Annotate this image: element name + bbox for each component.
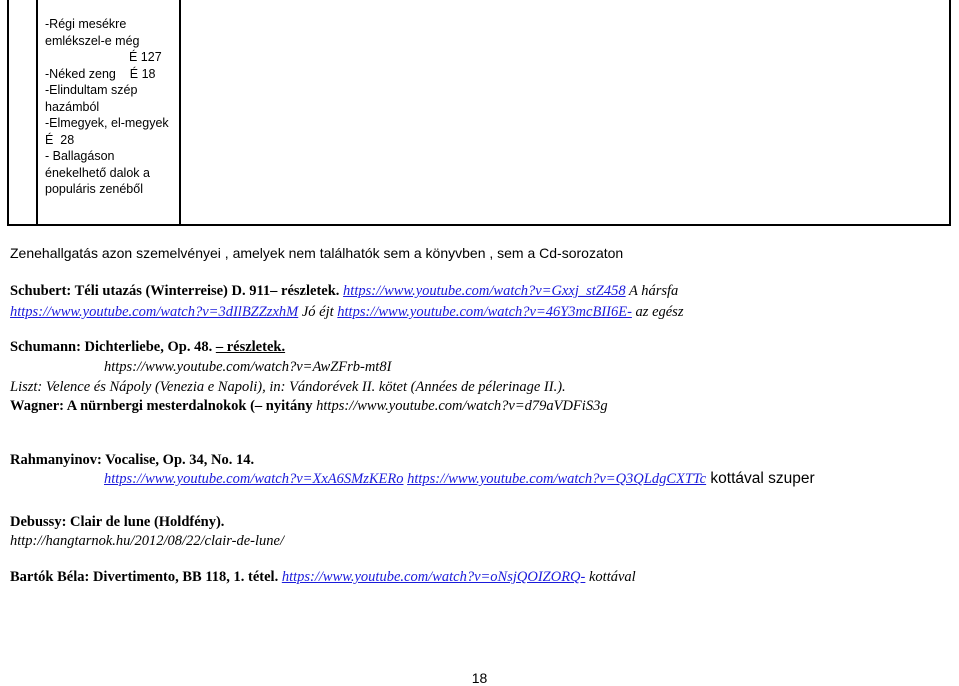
- bartok-title: Bartók Béla: Divertimento, BB 118, 1. tétel.: [10, 569, 282, 585]
- table-divider-1: [36, 0, 38, 225]
- rahmanyinov-links: [104, 470, 815, 488]
- table-border-left: [7, 0, 9, 225]
- table-border-right: [949, 0, 951, 225]
- song-list-line: -Régi mesékre: [45, 17, 127, 31]
- song-list-line: É 127: [129, 50, 162, 64]
- schubert-link-3[interactable]: https://www.youtube.com/watch?v=46Y3mcBII6E-: [337, 304, 632, 320]
- song-table: [7, 0, 951, 225]
- schubert-label-2: Jó éjt: [298, 304, 338, 320]
- wagner-line: [10, 397, 608, 415]
- rahmanyinov-title: Rahmanyinov: Vocalise, Op. 34, No. 14.: [10, 452, 255, 468]
- bartok-line: [10, 568, 636, 586]
- song-list-line: hazámból: [45, 99, 100, 114]
- rahmanyinov-link-1[interactable]: https://www.youtube.com/watch?v=XxA6SMzKERo: [104, 471, 404, 487]
- schubert-line: [10, 282, 678, 300]
- bartok-link[interactable]: https://www.youtube.com/watch?v=oNsjQOIZORQ-: [281, 569, 586, 585]
- page-number: 18: [471, 670, 488, 686]
- debussy-title: Debussy: Clair de lune (Holdfény).: [10, 514, 225, 530]
- liszt-line: Liszt: Velence és Nápoly (Venezia e Napoli), in: Vándorévek II. kötet (Années de pélerinage II.).: [10, 379, 566, 395]
- song-list-line: -Elindultam szép: [45, 83, 138, 97]
- intro-text: Zenehallgatás azon szemelvényei , amelyek nem találhatók sem a könyvben , sem a Cd-sorozaton: [10, 245, 624, 261]
- wagner-title: Wagner: A nürnbergi mesterdalnokok (– nyitány: [10, 398, 317, 414]
- table-border-bottom: [7, 224, 951, 226]
- song-list-line: -Néked zeng É 18: [45, 66, 156, 81]
- song-list-cell: [45, 16, 185, 198]
- rahmanyinov-tail: kottával szuper: [706, 470, 815, 487]
- song-list-line: É 28: [45, 132, 75, 147]
- schumann-title-detail: – részletek.: [215, 339, 286, 355]
- schumann-title-main: Schumann: Dichterliebe, Op. 48.: [10, 339, 216, 355]
- song-list-line: -Elmegyek, el-megyek: [45, 116, 169, 130]
- song-list-line: énekelhető dalok a: [45, 165, 150, 180]
- bartok-tail: kottával: [585, 569, 636, 585]
- rahmanyinov-link-2[interactable]: https://www.youtube.com/watch?v=Q3QLdgCXTTc: [407, 471, 707, 487]
- schubert-title: Schubert: Téli utazás (Winterreise) D. 911– részletek.: [10, 283, 340, 299]
- wagner-url: https://www.youtube.com/watch?v=d79aVDFiS3g: [316, 398, 608, 414]
- song-list-line: populáris zenéből: [45, 182, 143, 196]
- song-list-line: emlékszel-e még: [45, 33, 140, 48]
- debussy-url: http://hangtarnok.hu/2012/08/22/clair-de-lune/: [10, 533, 284, 549]
- schubert-label-1: A hársfa: [625, 283, 679, 299]
- schubert-link-1[interactable]: https://www.youtube.com/watch?v=Gxxj_stZ458: [343, 283, 626, 299]
- schubert-line-2: [10, 303, 683, 321]
- schubert-link-2[interactable]: https://www.youtube.com/watch?v=3dIlBZZzxhM: [10, 304, 299, 320]
- schumann-url: https://www.youtube.com/watch?v=AwZFrb-mt8I: [104, 359, 392, 375]
- schubert-label-3: az egész: [631, 304, 684, 320]
- song-list-line: - Ballagáson: [45, 149, 115, 163]
- schumann-title: [10, 338, 285, 356]
